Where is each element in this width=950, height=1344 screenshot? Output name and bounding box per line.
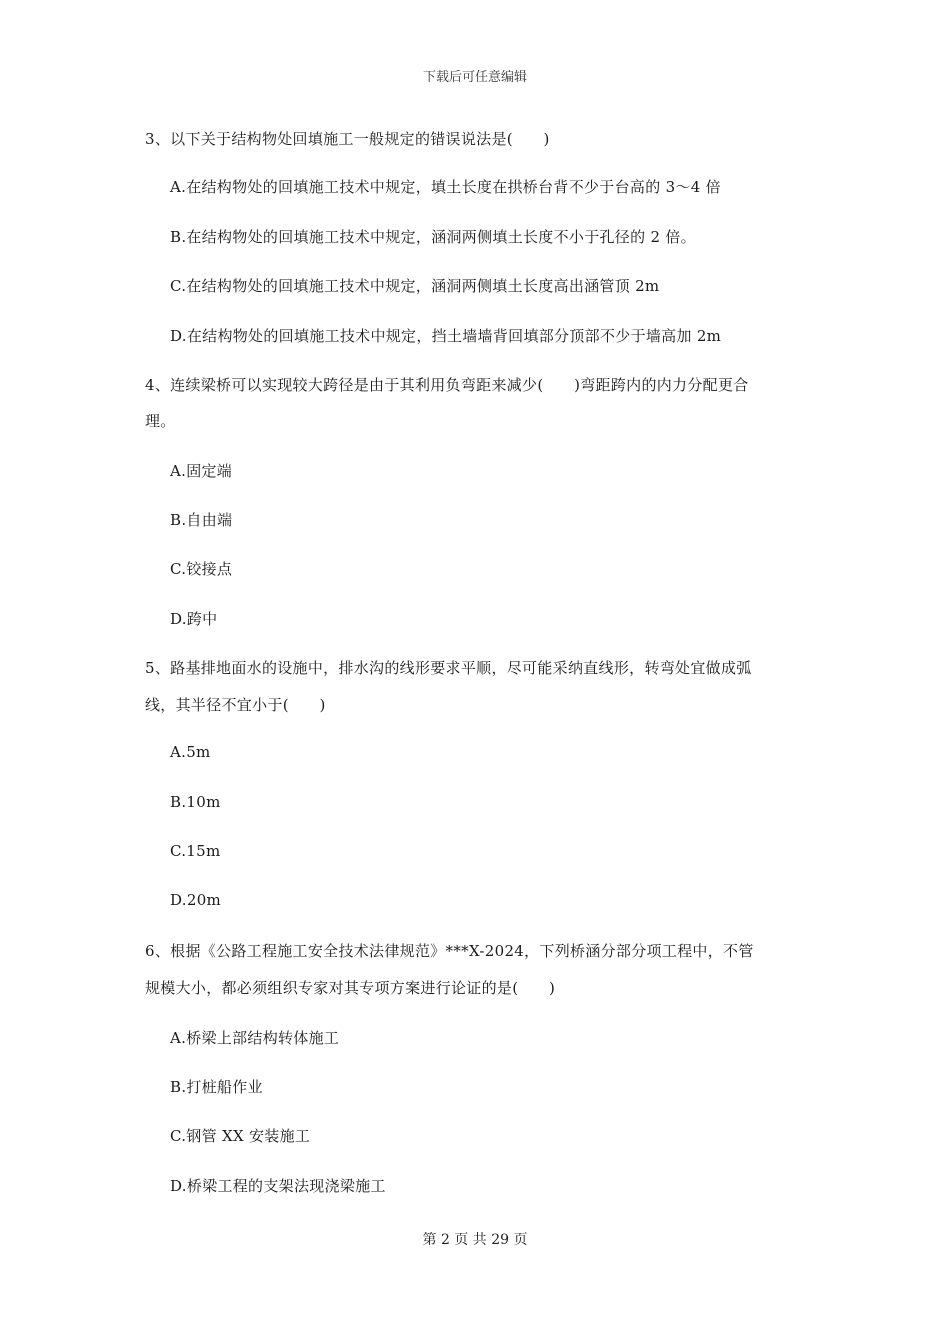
question-6-stem-line-2: 规模大小，都必须组织专家对其专项方案进行论证的是( ) [145, 979, 556, 997]
question-3-stem: 3、以下关于结构物处回填施工一般规定的错误说法是( ) [145, 130, 550, 148]
question-6-option-b: B.打桩船作业 [170, 1078, 263, 1096]
question-4-stem-line-2: 理。 [145, 412, 176, 430]
question-5-option-a: A.5m [170, 743, 211, 761]
question-3-option-a: A.在结构物处的回填施工技术中规定，填土长度在拱桥台背不少于台高的 3～4 倍 [170, 178, 721, 196]
question-4-option-c: C.铰接点 [170, 560, 233, 578]
question-3-option-b: B.在结构物处的回填施工技术中规定，涵洞两侧填土长度不小于孔径的 2 倍。 [170, 228, 696, 246]
question-5-option-b: B.10m [170, 793, 221, 811]
question-5-stem-line-2: 线，其半径不宜小于( ) [145, 696, 326, 714]
question-4-option-a: A.固定端 [170, 462, 233, 480]
question-4-option-d: D.跨中 [170, 610, 218, 628]
question-5-option-d: D.20m [170, 891, 222, 909]
question-3-option-d: D.在结构物处的回填施工技术中规定，挡土墙墙背回填部分顶部不少于墙高加 2m [170, 327, 722, 345]
question-3-option-c: C.在结构物处的回填施工技术中规定，涵洞两侧填土长度高出涵管顶 2m [170, 277, 660, 295]
question-5-option-c: C.15m [170, 842, 221, 860]
question-6-option-a: A.桥梁上部结构转体施工 [170, 1029, 340, 1047]
question-5-stem-line-1: 5、路基排地面水的设施中，排水沟的线形要求平顺，尽可能采纳直线形，转弯处宜做成弧 [145, 659, 752, 677]
question-4-option-b: B.自由端 [170, 511, 233, 529]
page-header: 下载后可任意编辑 [422, 70, 527, 85]
question-4-stem-line-1: 4、连续梁桥可以实现较大跨径是由于其利用负弯距来减少( )弯距跨内的内力分配更合 [145, 376, 749, 394]
question-6-option-d: D.桥梁工程的支架法现浇梁施工 [170, 1177, 386, 1195]
page-number-footer: 第 2 页 共 29 页 [422, 1232, 528, 1248]
question-6-option-c: C.钢管 XX 安装施工 [170, 1127, 311, 1145]
question-6-stem-line-1: 6、根据《公路工程施工安全技术法律规范》***X-2024，下列桥涵分部分项工程中，不管 [145, 942, 754, 960]
